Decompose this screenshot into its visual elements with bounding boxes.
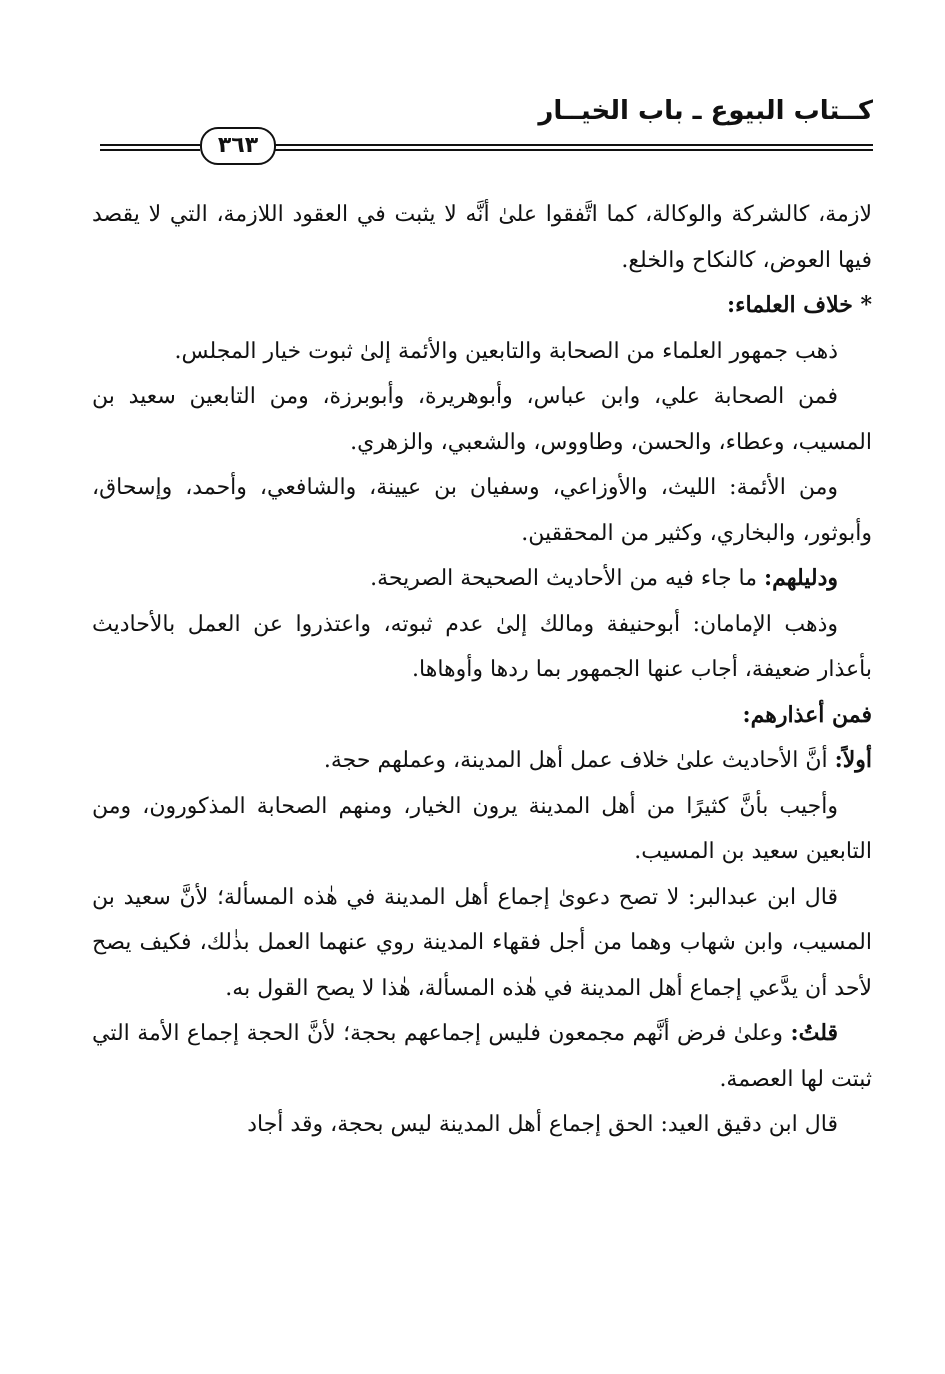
paragraph-label: قلتُ: [790,1020,838,1046]
paragraph-text: وعلىٰ فرض أنَّهم مجمعون فليس إجماعهم بحجة؛ لأنَّ الحجة إجماع الأمة التي ثبتت لها العصمة. [92,1021,872,1092]
page-number: ٣٦٣ [200,127,276,165]
section-heading: * خلاف العلماء: [727,292,872,318]
paragraph-label: أولاً: [834,747,872,773]
paragraph: ذهب جمهور العلماء من الصحابة والتابعين والأئمة إلىٰ ثبوت خيار المجلس. [174,338,838,364]
paragraph [92,738,872,784]
paragraph-text: أنَّ الأحاديث علىٰ خلاف عمل أهل المدينة، وعملهم حجة. [323,748,835,773]
header-title: كــتاب البيوع ـ باب الخيــار [538,96,873,126]
page-body [92,192,872,1148]
paragraph [92,1011,872,1102]
paragraph: وذهب الإمامان: أبوحنيفة ومالك إلىٰ عدم ثبوته، واعتذروا عن العمل بالأحاديث بأعذار ضعيفة، أجاب عنها الجمهور بما ردها وأوهاها. [92,611,872,682]
header-rule-right [274,144,873,151]
paragraph-continuation: لازمة، كالشركة والوكالة، كما اتَّفقوا علىٰ أنَّه لا يثبت في العقود اللازمة، التي لا يقصد فيها العوض، كالنكاح والخلع. [92,202,872,273]
paragraph [92,556,872,602]
paragraph: قال ابن دقيق العيد: الحق إجماع أهل المدينة ليس بحجة، وقد أجاد [247,1112,838,1137]
paragraph-label: ودليلهم: [764,565,838,591]
paragraph-text: ما جاء فيه من الأحاديث الصحيحة الصريحة. [370,566,765,591]
subsection-heading: فمن أعذارهم: [742,701,872,728]
header-rule-left [100,144,200,151]
paragraph: قال ابن عبدالبر: لا تصح دعوىٰ إجماع أهل المدينة في هٰذه المسألة؛ لأنَّ سعيد بن المسيب، وابن شهاب وهما من أجل فقهاء المدينة روي عنهما العمل بذٰلك، فكيف يصح لأحد أن يدَّعي إجماع أهل المدينة في هٰذه المسألة، هٰذا لا يصح القول به. [92,884,872,1001]
paragraph: ومن الأئمة: الليث، والأوزاعي، وسفيان بن عيينة، والشافعي، وأحمد، وإسحاق، وأبوثور، والبخاري، وكثير من المحققين. [92,475,872,546]
paragraph: فمن الصحابة علي، وابن عباس، وأبوهريرة، وأبوبرزة، ومن التابعين سعيد بن المسيب، وعطاء، والحسن، وطاووس، والشعبي، والزهري. [92,384,872,455]
paragraph: وأجيب بأنَّ كثيرًا من أهل المدينة يرون الخيار، ومنهم الصحابة المذكورون، ومن التابعين سعيد بن المسيب. [92,793,872,864]
